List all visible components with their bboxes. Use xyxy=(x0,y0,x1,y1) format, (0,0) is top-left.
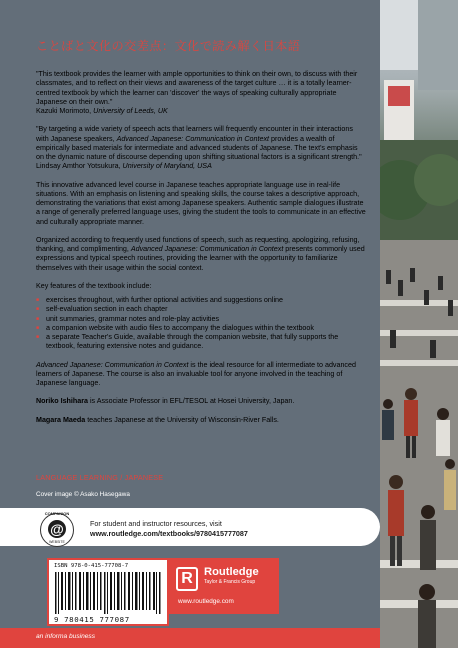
review-2-affiliation: University of Maryland, USA xyxy=(122,162,212,171)
blurb-body xyxy=(36,70,367,434)
description-paragraph-1: This innovative advanced level course in Japanese teaches appropriate language use in real-life situations. With an emphasis on listening and speaking skills, the course takes a descriptive approach, demonstrating the variations that exist among Japanese speakers. Authentic sample dialogues illustrate a range of generally preferred language uses, giving the student the tools to communicate in an effective and culturally appropriate manner. xyxy=(36,180,366,226)
description-paragraph-2 xyxy=(36,236,367,273)
description-2-title: Advanced Japanese: Communication in Context xyxy=(130,245,284,253)
review-2-quote-end: provides a wealth of empirically based materials for intermediate and advanced students of Japanese. The text's emphasis on the dynamic nature of discourse depending upon shifting situational factors is a significant strength." xyxy=(36,134,362,161)
cover-credit: Cover image © Asako Hasegawa xyxy=(36,491,130,498)
cover-photo-strip xyxy=(380,0,458,648)
publisher-block xyxy=(167,558,279,614)
isbn-text: ISBN 978-0-415-77708-7 xyxy=(54,563,129,569)
barcode-digits: 9 780415 777087 xyxy=(54,615,130,624)
review-1-affiliation: University of Leeds, UK xyxy=(93,107,168,115)
review-2-quote-start: "By targeting a wide variety of speech acts that learners will frequently encounter in their interactions with Japanese speakers, xyxy=(36,125,353,143)
publisher-group: Taylor & Francis Group xyxy=(204,579,256,585)
author-1-name: Noriko Ishihara xyxy=(36,397,88,406)
list-item: ■ self-evaluation section in each chapter xyxy=(36,305,367,314)
closing-text: is the ideal resource for all intermediate to advanced learners of Japanese. The course is also an invaluable tool for anyone involved in the teaching of Japanese language. xyxy=(36,360,356,387)
routledge-logo-icon: R xyxy=(176,567,198,591)
description-2-start: Organized according to frequently used functions of speech, such as requesting, apologizing, refusing, thanking, and complimenting, xyxy=(36,235,360,253)
list-item: ■ a companion website with audio files to accompany the dialogues within the textbook xyxy=(36,324,367,333)
at-icon: @ xyxy=(48,520,66,538)
list-item: ■ a separate Teacher's Guide, available through the companion website, that fully supports the textbook, featuring extensive notes and guidance. xyxy=(36,333,367,352)
informa-business-text: an informa business xyxy=(36,633,96,640)
review-2-quote-title: Advanced Japanese: Communication in Context xyxy=(116,134,270,143)
publisher-url-link[interactable]: www.routledge.com xyxy=(178,598,234,605)
features-list xyxy=(36,296,367,352)
badge-bottom-text: WEBSITE xyxy=(49,540,65,544)
review-1-author: Kazuki Morimoto, xyxy=(36,107,92,115)
companion-line: For student and instructor resources, visit xyxy=(90,519,222,528)
street-crossing-photo xyxy=(380,0,458,648)
review-2 xyxy=(36,125,367,171)
author-2-text: teaches Japanese at the University of Wisconsin-River Falls. xyxy=(87,415,279,424)
subject-category: LANGUAGE LEARNING / JAPANESE xyxy=(36,473,164,482)
badge-top-text: COMPANION xyxy=(44,511,70,516)
closing-title: Advanced Japanese: Communication in Context xyxy=(36,360,189,369)
isbn-barcode xyxy=(47,558,169,626)
review-2-author: Lindsay Amthor Yotsukura, xyxy=(36,162,121,171)
description-2-end: presents commonly used expressions and typical speech routines, providing the learner with the opportunity to familiarize themselves with their usage within the social context. xyxy=(36,245,365,272)
companion-text xyxy=(90,519,248,539)
author-1-bio xyxy=(36,397,367,406)
japanese-title: ことばと文化の交差点：文化で読み解く日本語 xyxy=(36,39,301,53)
companion-url-link[interactable]: www.routledge.com/textbooks/9780415777087 xyxy=(90,529,248,538)
barcode-graphic xyxy=(55,572,163,614)
author-2-name: Magara Maeda xyxy=(36,415,86,424)
review-1 xyxy=(36,70,367,116)
features-heading: Key features of the textbook include: xyxy=(36,281,152,290)
author-1-text: is Associate Professor in EFL/TESOL at Hosei University, Japan. xyxy=(89,397,295,406)
list-item: ■ unit summaries, grammar notes and role-play activities xyxy=(36,315,367,324)
publisher-name: Routledge xyxy=(204,566,259,578)
author-2-bio xyxy=(36,416,367,425)
review-1-quote: "This textbook provides the learner with ample opportunities to think on their own, to discuss with their classmates, and to reflect on their views and awareness of the target culture … it is a totally learner-centred textbook by which the learner can 'discover' the ways of speaking culturally appropriate Japanese on their own." xyxy=(36,70,358,106)
closing-paragraph xyxy=(36,361,367,389)
list-item: ■ exercises throughout, with further optional activities and suggestions online xyxy=(36,296,367,305)
companion-website-badge xyxy=(40,513,74,547)
